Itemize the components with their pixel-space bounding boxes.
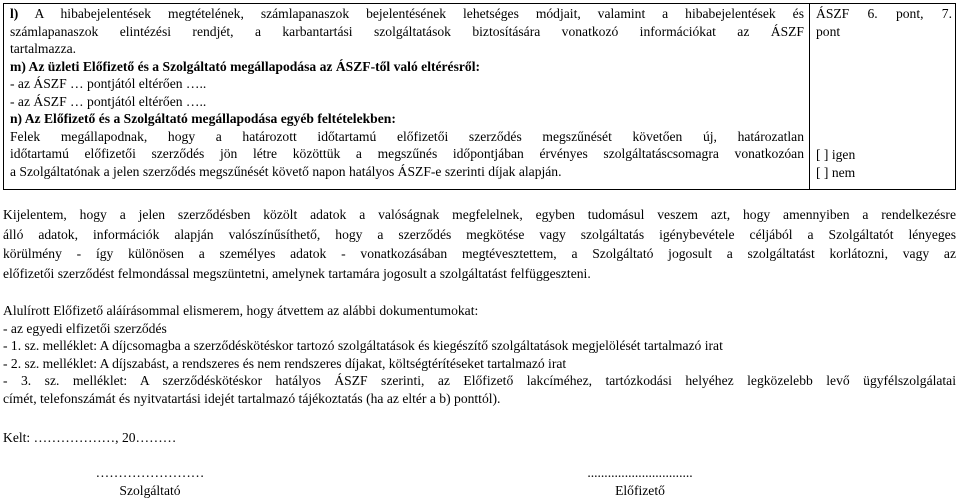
place-date: Kelt: ………………, 20……… [3, 430, 177, 445]
declaration-line: körülmény - így különösen a személyes adatok - vonatkozásában megtévesztettem, a Szolgáltató jogosult a szolgáltatást korlátozni, vagy az [3, 246, 956, 261]
document-item: - 3. sz. melléklet: A szerződéskötéskor hatályos ÁSZF szerinti, az Előfizető lakcíméhez, tartózkodási helyéhez legközelebb levő ügyfélszolgálatai [3, 373, 956, 388]
section-n-line2: időtartamú előfizetői szerződés jön létre közöttük a megszűnés időpontjában érvényes szolgáltatáscsomagra vonatkozóan [10, 146, 804, 161]
section-l-line1: A hibabejelentések megtételének, számlapanaszok bejelentésének lehetséges módjait, valamint a hibabejelentések és [34, 6, 804, 21]
section-m-heading: m) Az üzleti Előfizető és a Szolgáltató megállapodása az ÁSZF-től való eltérésről: [10, 58, 481, 74]
reference-cell [816, 5, 954, 40]
terms-cell [10, 5, 804, 180]
signature-label: Szolgáltató [119, 483, 181, 498]
signature-provider [60, 464, 240, 500]
section-n-line3: a Szolgáltatónak a jelen szerződés megszűnését követő napon hatályos ÁSZF-e szerinti díjak alapján. [10, 163, 562, 179]
option-no-checkbox[interactable]: [ ] nem [816, 164, 856, 180]
document-item: - 2. sz. melléklet: A díjszabást, a rendszeres és nem rendszeres díjakat, költségtérítéseket tartalmazó irat [3, 355, 567, 371]
section-l-text: l) A hibabejelentések megtételének, számlapanaszok bejelentésének lehetséges módjait, valamint a hibabejelentések és számlapanaszok elintézési rendjét, a karbantartási szolgáltatások biztosítására vonatkozó információkat az ÁSZF tartalmazza. [10, 6, 804, 56]
declaration-line: előfizetői szerződést felmondással megszüntetni, amelynek tartamára jogosult a szolgáltatást felfüggeszteni. [3, 265, 591, 281]
yes-no-options [816, 146, 855, 181]
option-yes-checkbox[interactable]: [ ] igen [816, 147, 856, 162]
declaration-paragraph [3, 205, 956, 283]
reference-line1: ÁSZF 6. pont, 7. [816, 6, 952, 21]
declaration-line: álló adatok, információk alapján valószínűsíthető, hogy a szerződés megkötése vagy szolgáltatás igénybevétele céljából a Szolgáltatót lényeges [3, 226, 956, 242]
terms-table [3, 3, 956, 190]
section-m-item: - az ÁSZF … pontjától eltérően ….. [10, 76, 207, 91]
section-n-line1: Felek megállapodnak, hogy a határozott időtartamú előfizetői szerződés megszűnését követően új, határozatlan [10, 128, 804, 144]
section-n-heading: n) Az Előfizető és a Szolgáltató megállapodása egyéb feltételekben: [10, 111, 396, 126]
column-divider [809, 4, 810, 189]
document-item: - 1. sz. melléklet: A díjcsomagba a szerződéskötéskor tartozó szolgáltatások és kiegészítő szolgáltatások megjelölését tartalmazó irat [3, 338, 723, 353]
signature-subscriber [520, 464, 760, 500]
reference-line2: pont [816, 23, 841, 39]
document-item-continuation: címét, telefonszámát és nyitvatartási idejét tartalmazó tájékoztatás (ha az eltér a b) ponttól). [3, 390, 501, 406]
documents-intro: Alulírott Előfizető aláírásommal elismerem, hogy átvettem az alábbi dokumentumokat: [3, 303, 479, 318]
documents-list [3, 302, 956, 407]
section-l-line3: tartalmazza. [10, 41, 77, 56]
section-l-line2: számlapanaszok elintézési rendjét, a karbantartási szolgáltatások biztosítására vonatkozó információkat az ÁSZF [10, 23, 804, 39]
signature-label: Előfizető [615, 483, 665, 498]
document-item: - az egyedi elfizetői szerződés [3, 320, 167, 336]
section-m-item: - az ÁSZF … pontjától eltérően ….. [10, 93, 207, 109]
declaration-line: Kijelentem, hogy a jelen szerződésben közölt adatok a valóságnak megfelelnek, egyben tudomásul veszem azt, hogy amennyiben a rendelkezésre [3, 207, 956, 222]
signature-line: ............................... [587, 465, 693, 480]
signature-line: …………………… [95, 465, 205, 480]
